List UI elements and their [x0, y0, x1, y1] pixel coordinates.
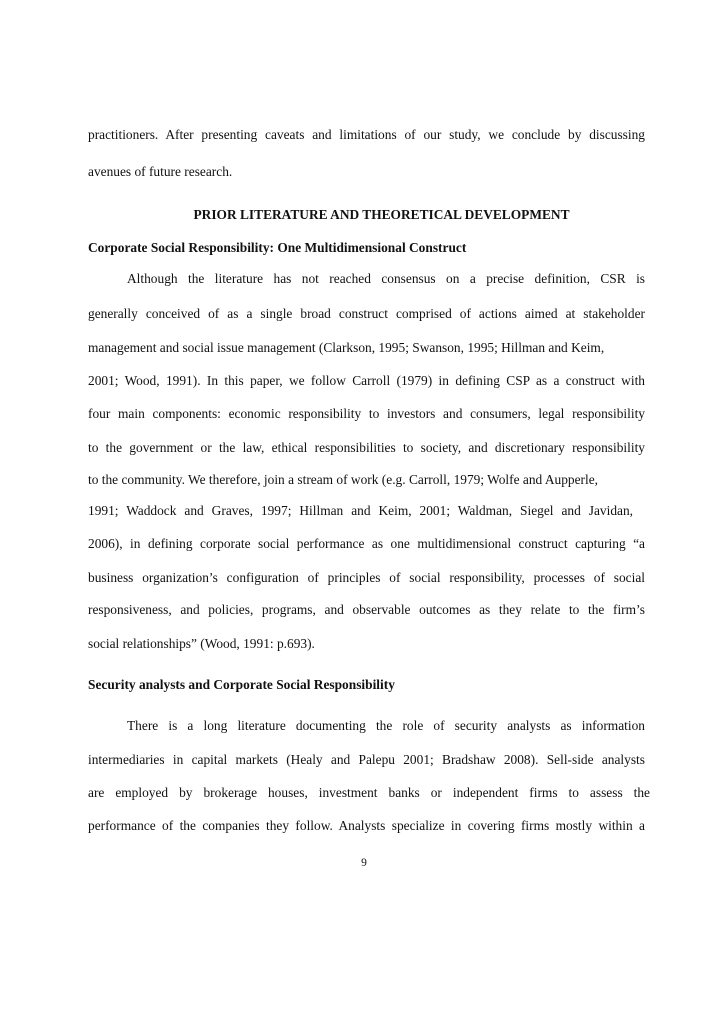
body-text-line: to the government or the law, ethical responsibilities to society, and discretionary responsibility [88, 440, 645, 455]
body-text-line: performance of the companies they follow. Analysts specialize in covering firms mostly within a [88, 818, 645, 833]
body-text-line: 2001; Wood, 1991). In this paper, we follow Carroll (1979) in defining CSP as a construct with [88, 373, 645, 388]
body-text-line: generally conceived of as a single broad construct comprised of actions aimed at stakeholder [88, 306, 645, 321]
body-text-line: to the community. We therefore, join a stream of work (e.g. Carroll, 1979; Wolfe and Aupperle, [88, 472, 599, 487]
body-text-line: intermediaries in capital markets (Healy and Palepu 2001; Bradshaw 2008). Sell-side analysts [88, 752, 645, 767]
body-text-line: social relationships” (Wood, 1991: p.693). [88, 636, 315, 651]
body-text-line: Although the literature has not reached consensus on a precise definition, CSR is [127, 271, 645, 286]
subsection-heading: Corporate Social Responsibility: One Multidimensional Construct [88, 240, 467, 255]
body-text-line: responsiveness, and policies, programs, and observable outcomes as they relate to the firm’s [88, 602, 645, 617]
body-text-line: 2006), in defining corporate social performance as one multidimensional construct capturing “a [88, 536, 645, 551]
body-text-line: avenues of future research. [88, 164, 233, 179]
body-text-line: practitioners. After presenting caveats and limitations of our study, we conclude by discussing [88, 127, 645, 142]
body-text-line: 1991; Waddock and Graves, 1997; Hillman and Keim, 2001; Waldman, Siegel and Javidan, [88, 503, 633, 518]
body-text-line: are employed by brokerage houses, investment banks or independent firms to assess the [88, 785, 650, 800]
page-number: 9 [361, 857, 367, 869]
section-heading: PRIOR LITERATURE AND THEORETICAL DEVELOPMENT [193, 207, 570, 222]
body-text-line: business organization’s configuration of principles of social responsibility, processes of social [88, 570, 645, 585]
subsection-heading: Security analysts and Corporate Social Responsibility [88, 677, 395, 692]
body-text-line: four main components: economic responsibility to investors and consumers, legal responsibility [88, 406, 645, 421]
body-text-line: management and social issue management (Clarkson, 1995; Swanson, 1995; Hillman and Keim, [88, 340, 605, 355]
body-text-line: There is a long literature documenting the role of security analysts as information [127, 718, 645, 733]
